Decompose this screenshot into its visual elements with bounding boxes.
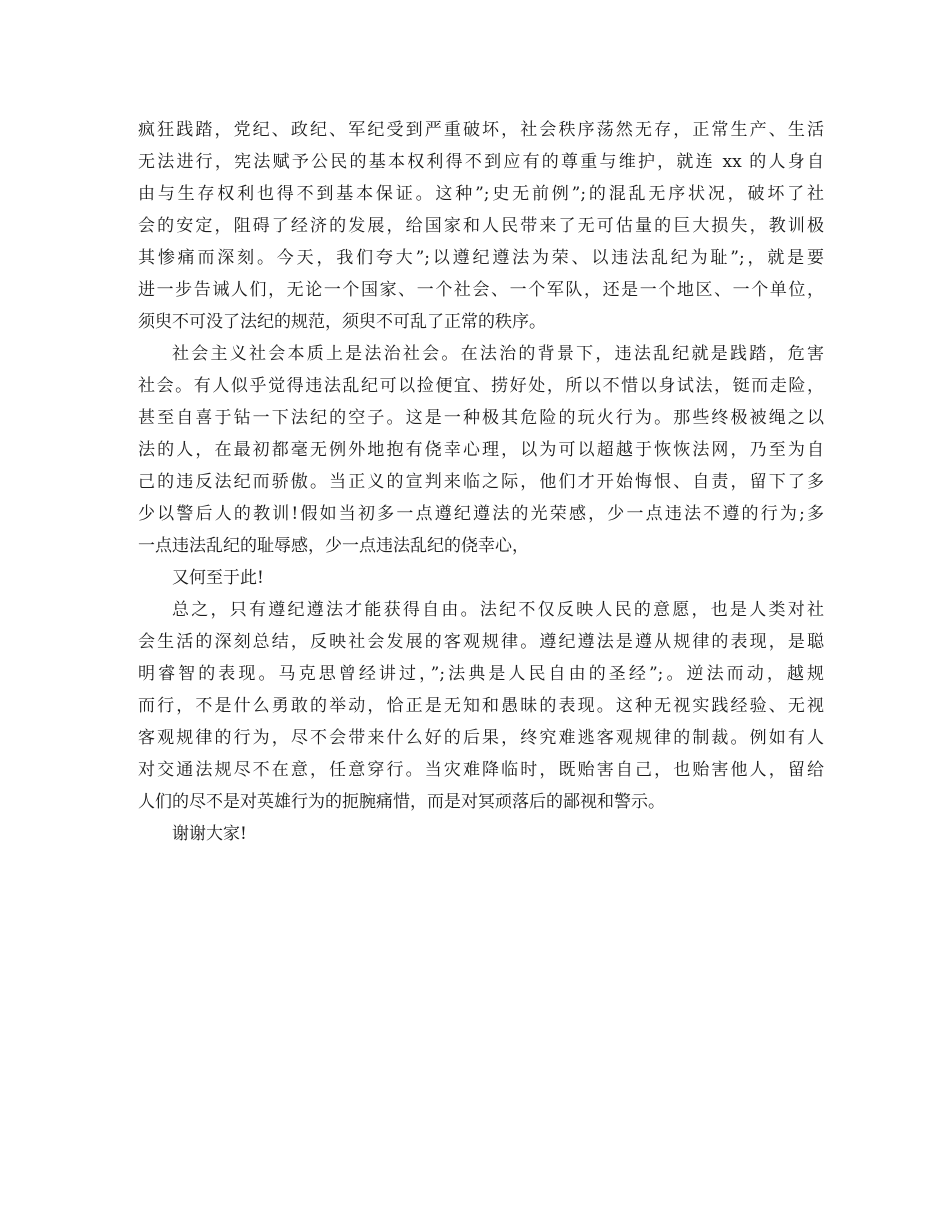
- text-line: 会的安定，阻碍了经济的发展，给国家和人民带来了无可估量的巨大损失，教训极: [138, 216, 824, 236]
- text-line: 须臾不可没了法纪的规范，须臾不可乱了正常的秩序。: [138, 312, 546, 332]
- text-line: 无法进行，宪法赋予公民的基本权利得不到应有的尊重与维护，就连 xx 的人身自: [138, 152, 824, 172]
- text-line: 社会主义社会本质上是法治社会。在法治的背景下，违法乱纪就是践踏，危害: [172, 344, 824, 364]
- text-line: 又何至于此!: [172, 568, 264, 588]
- text-line: 对交通法规尽不在意，任意穿行。当灾难降临时，既贻害自己，也贻害他人，留给: [138, 760, 824, 780]
- text-line: 己的违反法纪而骄傲。当正义的宣判来临之际，他们才开始悔恨、自责，留下了多: [138, 472, 824, 492]
- text-line: 社会。有人似乎觉得违法乱纪可以捡便宜、捞好处，所以不惜以身试法，铤而走险，: [138, 376, 824, 396]
- text-line: 其惨痛而深刻。今天，我们夸大”;以遵纪遵法为荣、以违法乱纪为耻”;，就是要: [138, 248, 824, 268]
- text-line: 进一步告诫人们，无论一个国家、一个社会、一个军队，还是一个地区、一个单位，: [138, 280, 824, 300]
- text-line: 会生活的深刻总结，反映社会发展的客观规律。遵纪遵法是遵从规律的表现，是聪: [138, 632, 824, 652]
- text-line: 甚至自喜于钻一下法纪的空子。这是一种极其危险的玩火行为。那些终极被绳之以: [138, 408, 824, 428]
- body-text: [138, 114, 824, 850]
- text-line: 疯狂践踏，党纪、政纪、军纪受到严重破坏，社会秩序荡然无存，正常生产、生活: [138, 120, 824, 140]
- text-line: 明睿智的表现。马克思曾经讲过，”;法典是人民自由的圣经”;。逆法而动，越规: [138, 664, 824, 684]
- text-line: 一点违法乱纪的耻辱感，少一点违法乱纪的侥幸心，: [138, 536, 529, 556]
- text-line: 法的人，在最初都毫无例外地抱有侥幸心理，以为可以超越于恢恢法网，乃至为自: [138, 440, 824, 460]
- text-line: 而行，不是什么勇敢的举动，恰正是无知和愚昧的表现。这种无视实践经验、无视: [138, 696, 824, 716]
- text-line: 总之，只有遵纪遵法才能获得自由。法纪不仅反映人民的意愿，也是人类对社: [172, 600, 824, 620]
- text-line: 客观规律的行为，尽不会带来什么好的后果，终究难逃客观规律的制裁。例如有人: [138, 728, 824, 748]
- text-line: 由与生存权利也得不到基本保证。这种”;史无前例”;的混乱无序状况，破坏了社: [138, 184, 824, 204]
- text-line: 谢谢大家!: [172, 824, 247, 844]
- text-line: 少以警后人的教训!假如当初多一点遵纪遵法的光荣感，少一点违法不遵的行为;多: [138, 504, 824, 524]
- text-line: 人们的尽不是对英雄行为的扼腕痛惜，而是对冥顽落后的鄙视和警示。: [138, 792, 665, 812]
